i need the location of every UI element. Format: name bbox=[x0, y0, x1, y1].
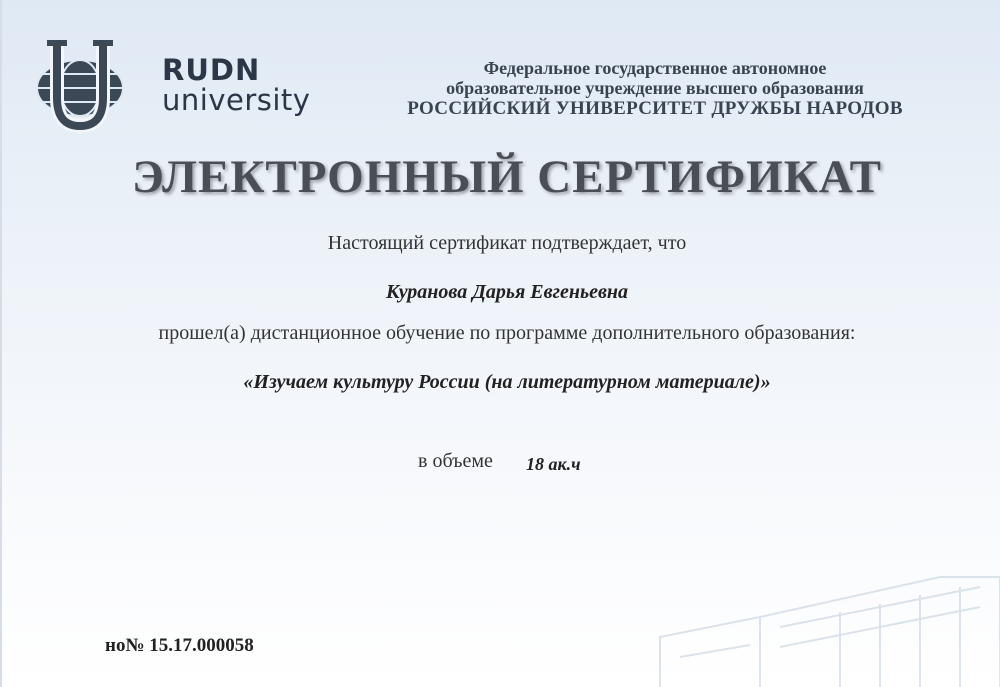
brand-line2: university bbox=[162, 83, 311, 117]
org-line1: Федеральное государственное автономное bbox=[483, 58, 827, 78]
certificate-number: но№ 15.17.000058 bbox=[105, 635, 254, 656]
recipient-name: Куранова Дарья Евгеньевна bbox=[385, 281, 629, 303]
rudn-logo-icon bbox=[35, 38, 125, 133]
brand-name bbox=[162, 55, 310, 115]
certificate-title: ЭЛЕКТРОННЫЙ СЕРТИФИКАТ bbox=[132, 151, 882, 203]
volume-value: 18 ак.ч bbox=[526, 454, 581, 474]
passed-text: прошел(а) дистанционное обучение по программе дополнительного образования: bbox=[158, 322, 856, 344]
volume-label: в объеме bbox=[418, 450, 493, 472]
program-name: «Изучаем культуру России (на литературном материале)» bbox=[243, 371, 771, 393]
building-watermark bbox=[640, 557, 1000, 687]
org-line2: образовательное учреждение высшего образования bbox=[446, 78, 864, 98]
org-line3: РОССИЙСКИЙ УНИВЕРСИТЕТ ДРУЖБЫ НАРОДОВ bbox=[407, 98, 903, 119]
organization-name bbox=[350, 58, 960, 120]
brand-line1: RUDN bbox=[162, 53, 261, 87]
confirm-text: Настоящий сертификат подтверждает, что bbox=[327, 232, 687, 254]
